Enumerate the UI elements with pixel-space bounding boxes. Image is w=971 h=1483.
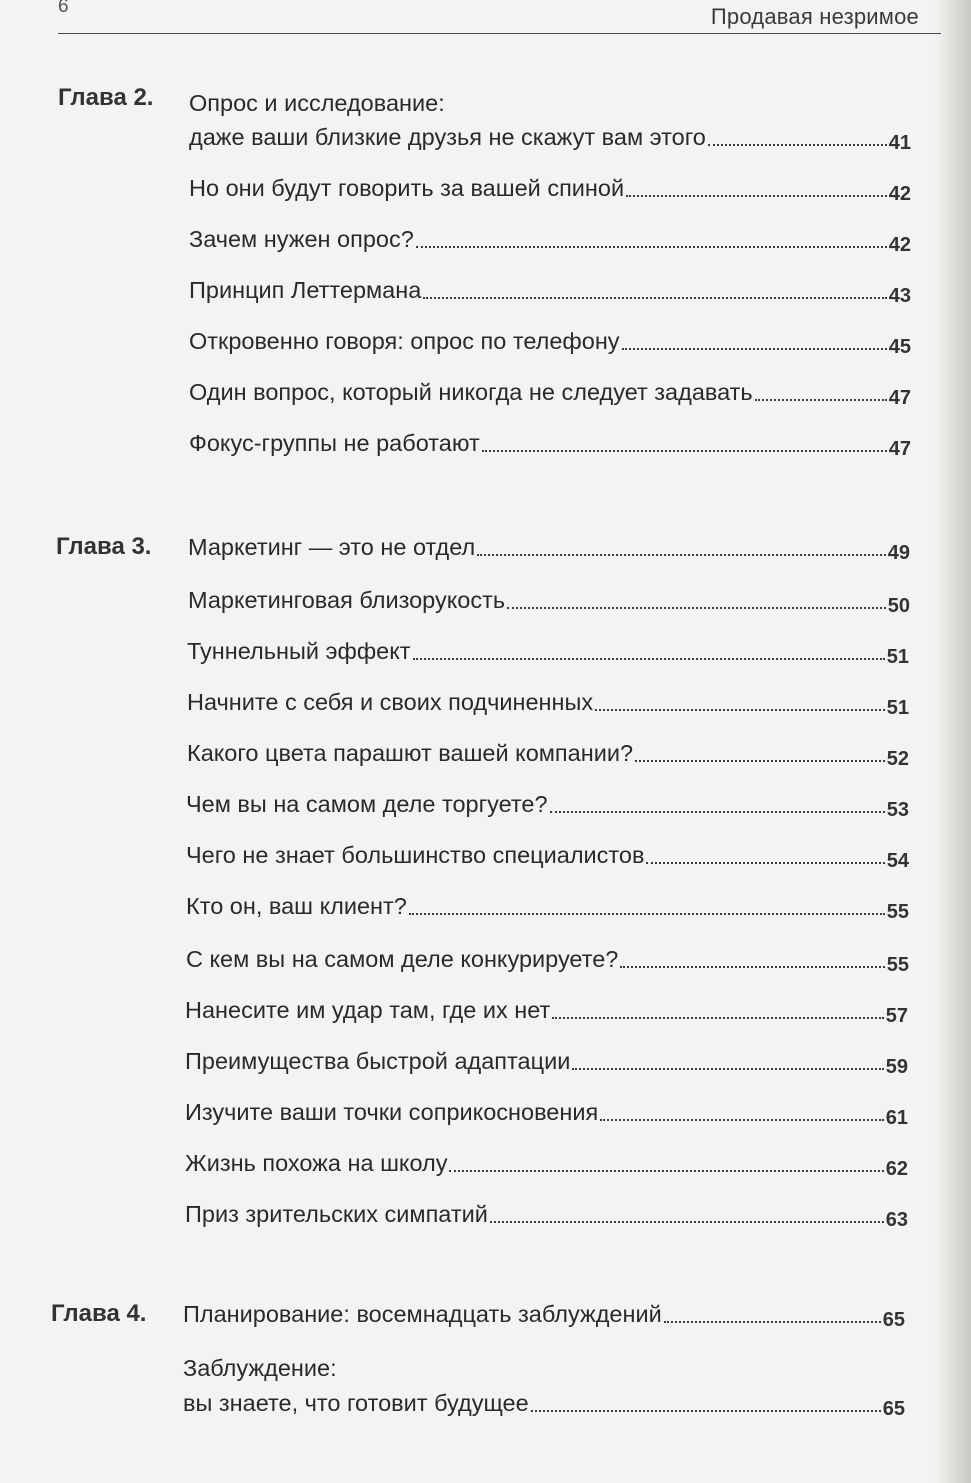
running-title: Продавая незримое (710, 4, 919, 29)
chapter-3-page: 49 (887, 542, 910, 564)
chapter-2-label: Глава 2. (58, 84, 154, 111)
dot-leader (572, 1068, 883, 1070)
dot-leader (423, 297, 886, 299)
dot-leader (552, 1017, 883, 1019)
toc-entry-page: 62 (885, 1158, 908, 1180)
dot-leader (600, 1119, 884, 1121)
toc-entry[interactable] (186, 789, 909, 819)
toc-entry[interactable] (183, 1388, 905, 1418)
toc-entry[interactable] (186, 944, 909, 974)
toc-entry[interactable] (185, 1097, 908, 1127)
chapter-4-title: Планирование: восемнадцать заблуждений (183, 1301, 662, 1327)
dot-leader (708, 144, 887, 146)
chapter-3-label: Глава 3. (56, 533, 152, 560)
toc-entry-title-line2: вы знаете, что готовит будущее (183, 1390, 529, 1416)
toc-entry-title: Нанесите им удар там, где их нет (185, 997, 551, 1023)
chapter-2-title-line2: даже ваши близкие друзья не скажут вам этого (189, 124, 706, 150)
toc-entry-title: Начните с себя и своих подчиненных (187, 689, 594, 715)
toc-entry[interactable] (186, 891, 909, 921)
toc-entry-title: Но они будут говорить за вашей спиной (189, 175, 625, 201)
toc-entry[interactable] (187, 636, 909, 666)
chapter-4-label: Глава 4. (51, 1300, 147, 1327)
toc-entry-title: Чем вы на самом деле торгуете? (186, 791, 548, 817)
dot-leader (482, 450, 887, 452)
toc-entry-page: 43 (888, 285, 911, 307)
chapter-2-title-line1: Опрос и исследование: (189, 90, 445, 116)
toc-entry-title: Зачем нужен опрос? (189, 226, 414, 252)
toc-entry[interactable] (185, 1199, 908, 1229)
dot-leader (635, 760, 885, 762)
toc-entry-page: 57 (885, 1005, 908, 1027)
toc-entry[interactable] (187, 687, 909, 717)
toc-entry-page: 55 (886, 954, 909, 976)
dot-leader (531, 1410, 881, 1412)
page-edge-shadow (935, 0, 971, 1483)
toc-entry-title: С кем вы на самом деле конкурируете? (186, 946, 619, 972)
toc-entry[interactable] (189, 428, 911, 458)
toc-entry-title: Туннельный эффект (187, 638, 411, 664)
dot-leader (755, 399, 887, 401)
dot-leader (477, 554, 886, 556)
toc-entry-page: 65 (882, 1398, 905, 1420)
toc-entry-title: Маркетинговая близорукость (188, 587, 506, 613)
toc-entry[interactable] (185, 1148, 908, 1178)
toc-entry-title: Один вопрос, который никогда не следует задавать (189, 379, 753, 405)
dot-leader (595, 709, 885, 711)
toc-entry[interactable] (185, 995, 908, 1025)
toc-entry[interactable] (188, 585, 910, 615)
dot-leader (626, 195, 887, 197)
toc-entry-page: 54 (886, 850, 909, 872)
toc-entry-page: 45 (888, 336, 911, 358)
dot-leader (416, 246, 887, 248)
toc-entry-title: Жизнь похожа на школу (185, 1150, 448, 1176)
dot-leader (413, 658, 885, 660)
toc-entry-page: 61 (885, 1107, 908, 1129)
toc-entry-title: Откровенно говоря: опрос по телефону (189, 328, 620, 354)
toc-entry-page: 51 (886, 697, 909, 719)
chapter-4-entry[interactable] (183, 1299, 905, 1329)
toc-entry-page: 59 (885, 1056, 908, 1078)
dot-leader (409, 913, 885, 915)
chapter-4-page: 65 (882, 1309, 905, 1331)
toc-entry-page: 42 (888, 183, 911, 205)
chapter-3-title: Маркетинг — это не отдел (188, 534, 476, 560)
toc-entry[interactable] (189, 326, 911, 356)
toc-entry-title: Приз зрительских симпатий (185, 1201, 488, 1227)
dot-leader (664, 1321, 881, 1323)
page-header (0, 0, 971, 40)
dot-leader (620, 966, 884, 968)
toc-entry[interactable] (186, 840, 909, 870)
toc-entry-page: 51 (886, 646, 909, 668)
toc-entry-title: Изучите ваши точки соприкосновения (185, 1099, 599, 1125)
dot-leader (646, 862, 884, 864)
toc-entry-title: Фокус-группы не работают (189, 430, 480, 456)
toc-entry-page: 47 (888, 387, 911, 409)
toc-entry-title: Преимущества быстрой адаптации (185, 1048, 571, 1074)
toc-entry-title: Чего не знает большинство специалистов (186, 842, 645, 868)
toc-entry-page: 52 (886, 748, 909, 770)
toc-entry[interactable] (189, 377, 911, 407)
toc-entry[interactable] (185, 1046, 908, 1076)
toc-entry-title: Какого цвета парашют вашей компании? (187, 740, 634, 766)
toc-entry-title: Кто он, ваш клиент? (186, 893, 407, 919)
toc-entry[interactable] (189, 173, 911, 203)
toc-entry-page: 63 (885, 1209, 908, 1231)
dot-leader (622, 348, 887, 350)
chapter-2-page: 41 (888, 132, 911, 154)
dot-leader (507, 607, 886, 609)
toc-entry-page: 53 (886, 799, 909, 821)
toc-entry-page: 42 (888, 234, 911, 256)
header-rule (58, 33, 941, 34)
dot-leader (449, 1170, 883, 1172)
chapter-3-entry[interactable] (188, 532, 910, 562)
toc-entry[interactable] (189, 275, 911, 305)
chapter-2-entry[interactable] (189, 122, 911, 152)
toc-entry-page: 50 (887, 595, 910, 617)
dot-leader (490, 1221, 884, 1223)
toc-entry-title: Принцип Леттермана (189, 277, 422, 303)
dot-leader (550, 811, 885, 813)
toc-entry-page: 47 (888, 438, 911, 460)
page-number: 6 (58, 0, 69, 17)
toc-entry[interactable] (189, 224, 911, 254)
toc-entry[interactable] (187, 738, 909, 768)
toc-entry-page: 55 (886, 901, 909, 923)
toc-entry-title-line1: Заблуждение: (183, 1355, 337, 1381)
